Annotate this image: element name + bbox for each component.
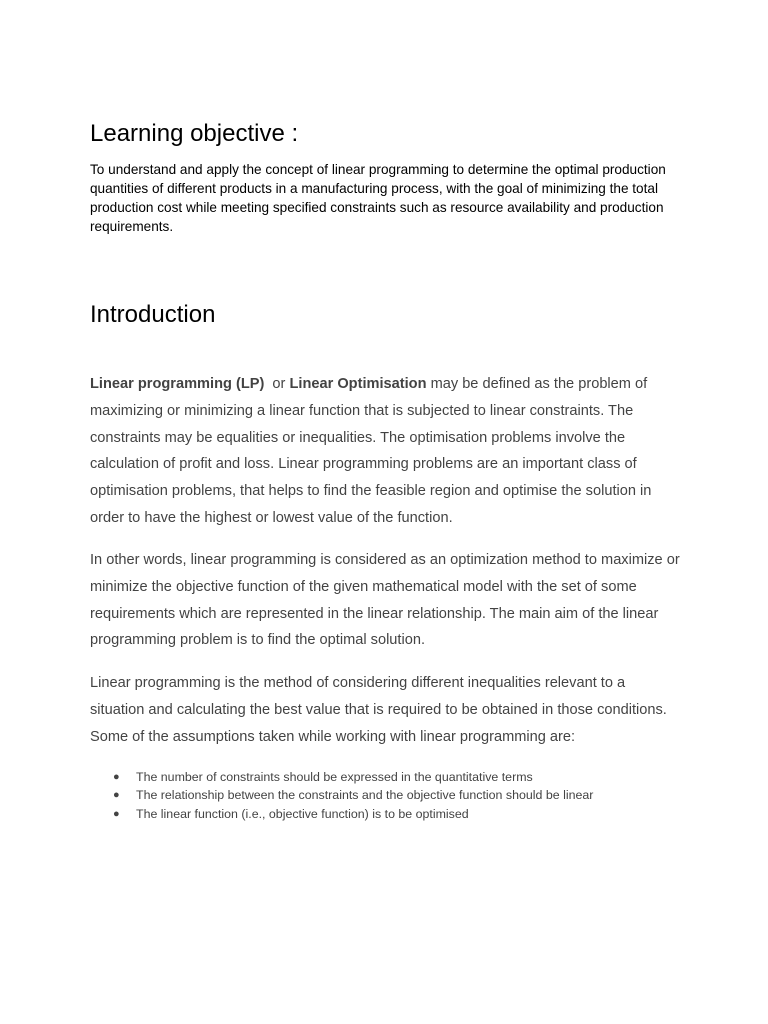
list-item [90,786,682,804]
bullet-icon: ● [113,807,120,820]
bullet-icon: ● [113,789,120,802]
assumptions-list [90,768,682,823]
list-item-text: The relationship between the constraints and the objective function should be linear [136,788,594,803]
list-item-text: The linear function (i.e., objective function) is to be optimised [136,806,469,821]
learning-objective-heading: Learning objective : [90,120,299,147]
introduction-paragraph-1 [90,371,682,532]
learning-objective-text: To understand and apply the concept of linear programming to determine the optimal production quantities of different products in a manufacturing process, with the goal of minimizing the total production cost while meeting specified constraints such as resource availability and production requirements. [90,162,666,234]
paragraph-1-text: may be defined as the problem of maximizing or minimizing a linear function that is subjected to linear constraints. The constraints may be equalities or inequalities. The optimisation problems involve the calculation of profit and loss. Linear programming problems are an important class of optimisation problems, that helps to find the feasible region and optimise the solution in order to have the highest or lowest value of the function. [90,376,652,526]
introduction-paragraph-3: Linear programming is the method of considering different inequalities relevant to a situation and calculating the best value that is required to be obtained in those conditions. Some of the assumptions taken while working with linear programming are: [90,675,667,745]
introduction-paragraph-2: In other words, linear programming is considered as an optimization method to maximize or minimize the objective function of the given mathematical model with the set of some requirements which are represented in the linear relationship. The main aim of the linear programming problem is to find the optimal solution. [90,552,680,649]
list-item-text: The number of constraints should be expressed in the quantitative terms [136,770,533,784]
term-connector: or [264,376,290,392]
bullet-icon: ● [113,771,120,783]
term-linear-optimisation: Linear Optimisation [289,376,427,392]
list-item [90,768,682,786]
list-item [90,805,682,823]
term-linear-programming: Linear programming (LP) [90,376,265,392]
introduction-heading: Introduction [90,301,216,328]
